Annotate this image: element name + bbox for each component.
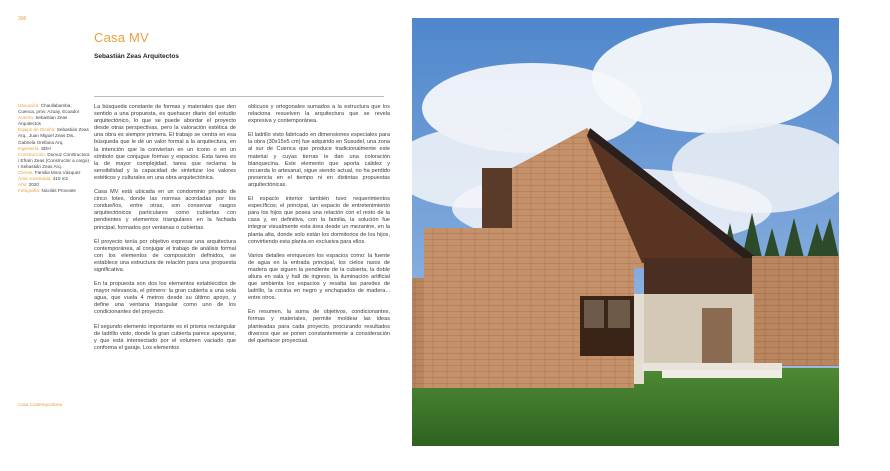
- credit-value: Familia Mora Vásquez: [33, 170, 81, 176]
- credit-line: [18, 127, 90, 145]
- paragraph: Casa MV está ubicada en un condominio privado de cinco lotes, donde las normas acordadas por los condueños, entre otras, son conservar rasgos arquitectónicos particulares como cubiertas con pendientes y elementos triangulares en la fachada principal, formados por ventanas o cubiertas.: [94, 189, 236, 231]
- project-credits: [18, 103, 90, 194]
- credit-value: Chaullabamba, Cuenca, prov. Azuay, Ecuador: [18, 103, 80, 115]
- paragraph: En la propuesta son dos los elementos establecidos de mayor relevancia, el primero: la gran cubierta a una sola agua, que vuela 4 metros desde su último apoyo, y define una ventana triangular como uno de los condicionantes del proyecto.: [94, 281, 236, 316]
- paragraph: El ladrillo visto fabricado en dimensiones especiales para la obra (30x15x5 cm) fue adquirido en Susudel, una zona al sur de Cuenca que produce tradicionalmente este material y cuyas tierras le dan una coloración blanquecina. Este elemento que aporta calidez y recuerda lo artesanal, sigue siendo actual, no ha perdido presencia en el tiempo ni en distintas propuestas arquitectónicas.: [248, 132, 390, 188]
- credit-label: Ubicación:: [18, 103, 40, 108]
- credit-line: [18, 115, 90, 127]
- credit-label: Equipo de Diseño:: [18, 127, 56, 133]
- credit-label: Año:: [18, 182, 28, 188]
- credit-line: [18, 103, 90, 115]
- page-number: 306: [18, 16, 27, 22]
- paragraph: oblicuos y ortogonales sumados a la estructura que los relaciona resuelven la arquitectura que se revela expresiva y contemporánea.: [248, 104, 390, 125]
- credit-label: Fotografía:: [18, 188, 41, 194]
- text-column-1: [94, 104, 236, 359]
- credit-label: Ingeniería:: [18, 145, 40, 151]
- paragraph: El proyecto tenía por objetivo expresar una arquitectura contemporánea, al conjugar el trabajo de análisis formal con los elementos de composición definidos, se establece una estructura de relación para una propuesta significativa.: [94, 238, 236, 273]
- credit-label: Área construida:: [18, 176, 52, 182]
- house-photo-icon: [412, 18, 839, 446]
- paragraph: El segundo elemento importante es el prisma rectangular de ladrillo visto, donde la gran cubierta parece apoyarse, y que está intersectado por el volumen vaciado que conforma el garaje. Los elementos: [94, 323, 236, 351]
- credit-value: 2020: [27, 182, 39, 188]
- text-column-2: [248, 104, 390, 352]
- running-footer: Casa Contemporánea: [18, 402, 63, 407]
- paragraph: En resumen, la suma de objetivos, condicionantes, formas y materiales, permite moldear las ideas planteadas para cada proyecto, procurando resultados diversos que se ponen constantemente a consideración del quehacer proyectual.: [248, 309, 390, 344]
- paragraph: El espacio interior también tuvo requerimientos específicos; el principal, un espacio de entretenimiento para los hijos que posea una relación con el resto de la casa y, en definitiva, con la familia, la solución fue integrar visualmente esta área desde un mezanine, en la planta alta, donde solo están los dormitorios de los hijos, convirtiendo esta planta en exclusiva para ellos.: [248, 196, 390, 245]
- credit-value: Sebastián Zeas Arq., Juan Miguel Zeas Dis., Gabriela Orellana Arq.: [18, 127, 89, 145]
- credit-value: Sebastian Zeas Arquitectos: [18, 115, 68, 127]
- credit-line: [18, 188, 90, 194]
- credit-value: Nicolás Provoste: [40, 188, 76, 194]
- divider: [94, 96, 384, 97]
- credit-value: Domuz Constructora / Efraín Zeas (Constructor a cargo) / Sebastián Zeas Arq.: [18, 151, 90, 169]
- house-photo: [412, 18, 839, 446]
- credit-label: Construcción:: [18, 151, 47, 157]
- credit-line: [18, 152, 90, 170]
- paragraph: Varios detalles enriquecen los espacios como: la fuente de agua en la entrada principal, los cielos rasos de madera que siguen la pendiente de la cubierta, la doble altura en sala y hall de ingreso, la iluminación artificial que ambienta los espacios y resalta las paredes de ladrillo, la cocina en negro y enchapados de madera... entre otros.: [248, 252, 390, 302]
- credit-value: 410 m2: [51, 176, 69, 182]
- credit-label: Autoría:: [18, 115, 35, 121]
- paragraph: La búsqueda constante de formas y materiales que den sentido a una propuesta, es quehacer diario del estudio arquitectónico, lo que se puede abordar el proyecto desde otras perspectivas, pero la valoración estética de una obra es siempre primera. El trabajo se centra en esa búsqueda que le dé un valor formal a la arquitectura, en la intención que la conviertan en un icono o en un símbolo que conjugue formas y espacios. Esta tarea es la de mayor complejidad, tarea que reclama la sensibilidad y la capacidad de sintetizar los valores estéticos y culturales en una obra arquitectónica.: [94, 104, 236, 181]
- page-title: Casa MV: [94, 30, 149, 45]
- credit-value: SDH: [39, 145, 51, 151]
- credit-label: Cliente:: [18, 170, 34, 176]
- architect-name: Sebastián Zeas Arquitectos: [94, 53, 180, 60]
